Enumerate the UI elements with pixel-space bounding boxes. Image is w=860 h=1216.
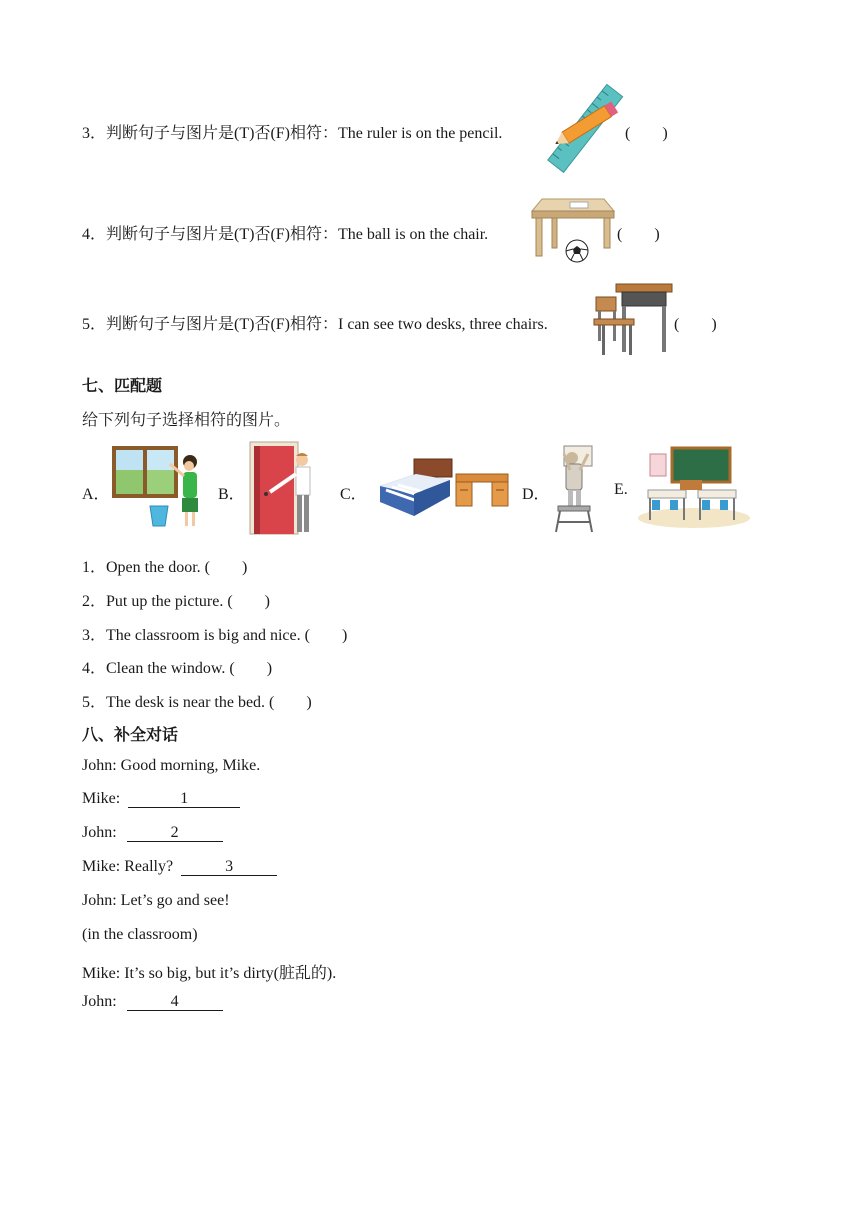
classroom-icon <box>638 446 750 528</box>
match-item-3: 3．The classroom is big and nice. ( ) <box>82 627 348 644</box>
judge-question-3: 3．判断句子与图片是(T)否(F)相符：The ruler is on the pencil. <box>82 125 503 142</box>
answer-paren-5[interactable]: ( ) <box>674 316 717 333</box>
blank-1[interactable]: 1 <box>128 790 240 808</box>
section-8-title: 八、补全对话 <box>82 727 179 744</box>
clean-window-icon <box>110 444 206 532</box>
dialogue-line-3: John: 2 <box>82 824 223 842</box>
section-7-title: 七、匹配题 <box>82 378 163 395</box>
desk-chair-icon <box>592 281 674 359</box>
judge-question-5: 5．判断句子与图片是(T)否(F)相符：I can see two desks, three chairs. <box>82 316 548 333</box>
ruler-pencil-icon <box>546 85 626 173</box>
section-7-instruction: 给下列句子选择相符的图片。 <box>82 412 291 429</box>
dialogue-line-2: Mike: 1 <box>82 790 240 808</box>
answer-paren-3[interactable]: ( ) <box>625 125 668 142</box>
option-e-label: E. <box>614 481 628 498</box>
desk-ball-icon <box>530 193 616 265</box>
answer-paren-4[interactable]: ( ) <box>617 226 660 243</box>
match-item-4: 4．Clean the window. ( ) <box>82 660 273 677</box>
judge-question-4: 4．判断句子与图片是(T)否(F)相符：The ball is on the chair. <box>82 226 489 243</box>
blank-2[interactable]: 2 <box>127 824 223 842</box>
dialogue-line-6: (in the classroom) <box>82 926 198 943</box>
option-a-label: A． <box>82 486 110 503</box>
blank-4[interactable]: 4 <box>127 993 223 1011</box>
option-c-label: C． <box>340 486 367 503</box>
dialogue-line-1: John: Good morning, Mike. <box>82 757 261 774</box>
put-up-picture-icon <box>548 444 600 534</box>
dialogue-line-5: John: Let’s go and see! <box>82 892 230 909</box>
blank-3[interactable]: 3 <box>181 858 277 876</box>
dialogue-line-8: John: 4 <box>82 993 223 1011</box>
dialogue-line-7: Mike: It’s so big, but it’s dirty(脏乱的). <box>82 965 337 982</box>
open-door-icon <box>248 440 328 536</box>
bed-desk-icon <box>376 456 510 524</box>
match-item-1: 1．Open the door. ( ) <box>82 559 248 576</box>
match-item-5: 5．The desk is near the bed. ( ) <box>82 694 312 711</box>
match-item-2: 2．Put up the picture. ( ) <box>82 593 270 610</box>
dialogue-line-4: Mike: Really? 3 <box>82 858 277 876</box>
option-b-label: B． <box>218 486 245 503</box>
option-d-label: D． <box>522 486 550 503</box>
